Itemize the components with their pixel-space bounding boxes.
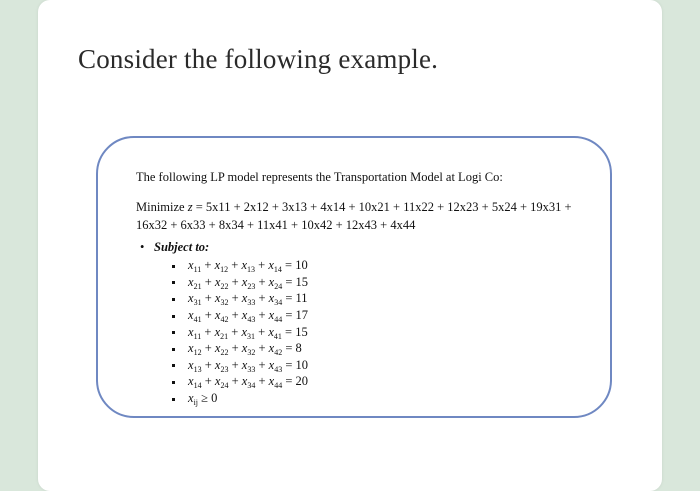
square-bullet-icon bbox=[172, 298, 175, 301]
constraint-item bbox=[172, 391, 308, 408]
constraint-item bbox=[172, 258, 308, 275]
square-bullet-icon bbox=[172, 348, 175, 351]
constraint-text: $x_{41} + x_{42} + x_{43} + x_{44} = 17$ bbox=[188, 308, 308, 325]
constraint-text: $x_{21} + x_{22} + x_{23} + x_{24} = 15$ bbox=[188, 274, 308, 291]
square-bullet-icon bbox=[172, 331, 175, 334]
constraint-item bbox=[172, 324, 308, 341]
objective-line-1: Minimize z = 5x11 + 2x12 + 3x13 + 4x14 + 10x21 + 11x22 + 12x23 + 5x24 + 19x31 + bbox=[136, 200, 572, 214]
objective-function bbox=[136, 198, 572, 234]
square-bullet-icon bbox=[172, 281, 175, 284]
constraint-text: $x_{ij} \ge 0$ bbox=[188, 391, 218, 408]
constraint-text: $x_{13} + x_{23} + x_{33} + x_{43} = 10$ bbox=[188, 357, 308, 374]
constraint-item bbox=[172, 358, 308, 375]
constraint-item bbox=[172, 341, 308, 358]
model-intro: The following LP model represents the Transportation Model at Logi Co: bbox=[136, 170, 503, 184]
square-bullet-icon bbox=[172, 364, 175, 367]
constraint-text: $x_{14} + x_{24} + x_{34} + x_{44} = 20$ bbox=[188, 374, 308, 391]
constraint-item bbox=[172, 308, 308, 325]
constraint-text: $x_{11} + x_{21} + x_{31} + x_{41} = 15$ bbox=[188, 324, 308, 341]
lp-model-box bbox=[96, 136, 612, 418]
constraint-item bbox=[172, 291, 308, 308]
constraint-text: $x_{12} + x_{22} + x_{32} + x_{42} = 8$ bbox=[188, 341, 302, 358]
constraint-text: $x_{31} + x_{32} + x_{33} + x_{34} = 11$ bbox=[188, 291, 308, 308]
subject-to-label: • Subject to: bbox=[140, 240, 210, 254]
objective-line-2: 16x32 + 6x33 + 8x34 + 11x41 + 10x42 + 12x43 + 4x44 bbox=[136, 218, 416, 232]
page-heading: Consider the following example. bbox=[78, 44, 439, 74]
document-card bbox=[38, 0, 662, 491]
square-bullet-icon bbox=[172, 315, 175, 318]
square-bullet-icon bbox=[172, 265, 175, 268]
square-bullet-icon bbox=[172, 398, 175, 401]
square-bullet-icon bbox=[172, 381, 175, 384]
bullet-icon: • bbox=[140, 240, 145, 254]
constraint-item bbox=[172, 275, 308, 292]
constraint-text: $x_{11} + x_{12} + x_{13} + x_{14} = 10$ bbox=[188, 258, 308, 275]
constraint-item bbox=[172, 374, 308, 391]
constraint-list bbox=[172, 258, 308, 407]
